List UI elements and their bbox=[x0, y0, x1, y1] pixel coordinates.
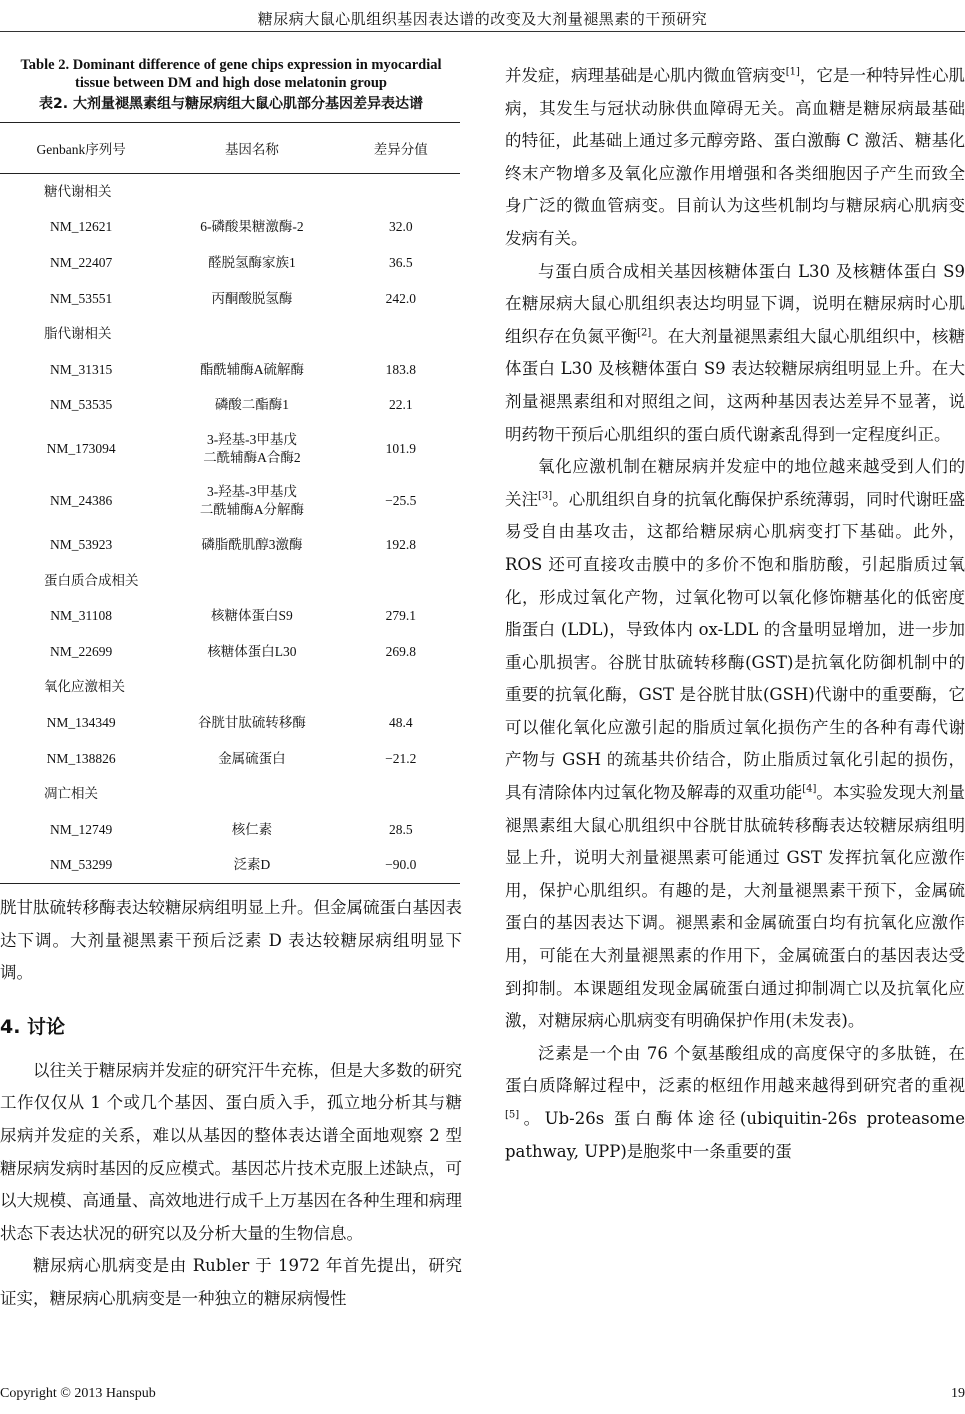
diff-score: 192.8 bbox=[385, 536, 416, 552]
genbank-id: NM_22699 bbox=[50, 643, 113, 659]
group-row bbox=[0, 316, 460, 352]
gene-name: 金属硫蛋白 bbox=[218, 750, 286, 766]
table-row bbox=[0, 388, 460, 424]
text-span: 。本实验发现大剂量褪黑素组大鼠心肌组织中谷胱甘肽硫转移酶表达较糖尿病组明显上升，说明大剂量褪黑素可能通过 GST 发挥抗氧化应激作用，保护心肌组织。有趣的是，大剂量褪黑素干预下，金属硫蛋白的基因表达下调。褪黑素和金属硫蛋白均有抗氧化应激作用，可能在大剂量褪黑素的作用下，金属硫蛋白的基因表达受到抑制。本课题组发现金属硫蛋白通过抑制凋亡以及抗氧化应激，对糖尿病心肌病变有明确保护作用(未发表)。 bbox=[505, 783, 965, 1031]
gene-name: 谷胱甘肽硫转移酶 bbox=[197, 714, 306, 730]
left-column bbox=[0, 56, 462, 884]
column-header-score: 差异分值 bbox=[373, 142, 428, 157]
diff-score: −21.2 bbox=[385, 750, 417, 766]
gene-name: 核糖体蛋白L30 bbox=[207, 643, 297, 659]
genbank-id: NM_173094 bbox=[46, 441, 116, 457]
table-row bbox=[0, 423, 460, 475]
left-paragraph-1: 胱甘肽硫转移酶表达较糖尿病组明显上升。但金属硫蛋白基因表达下调。大剂量褪黑素干预后泛素 D 表达较糖尿病组明显下调。 bbox=[0, 898, 462, 983]
group-row bbox=[0, 670, 460, 706]
gene-name: 丙酮酸脱氢酶 bbox=[211, 290, 293, 306]
page-number: 19 bbox=[951, 1386, 965, 1401]
right-paragraph-1 bbox=[505, 60, 965, 256]
gene-expression-table bbox=[0, 122, 460, 884]
table-row bbox=[0, 475, 460, 527]
gene-name-cell bbox=[162, 475, 341, 527]
diff-score: 183.8 bbox=[385, 361, 416, 377]
diff-score: 48.4 bbox=[388, 714, 413, 730]
table-row bbox=[0, 352, 460, 388]
group-label: 脂代谢相关 bbox=[44, 326, 112, 342]
genbank-id: NM_53299 bbox=[50, 857, 113, 873]
left-paragraph-2: 以往关于糖尿病并发症的研究汗牛充栋，但是大多数的研究工作仅仅从 1 个或几个基因、蛋白质入手，孤立地分析其与糖尿病并发症的关系，难以从基因的整体表达谱全面地观察 2 型糖尿病发病时基因的反应模式。基因芯片技术克服上述缺点，可以大规模、高通量、高效地进行成千上万基因在各种生理和病理状态下表达状况的研究以及分析大量的生物信息。 bbox=[0, 1060, 462, 1243]
gene-name-line2: 二酰辅酶A分解酶 bbox=[199, 502, 305, 518]
table-row bbox=[0, 281, 460, 317]
genbank-id: NM_53923 bbox=[50, 536, 113, 552]
table-header-row bbox=[0, 123, 460, 174]
citation-ref: [1] bbox=[785, 66, 800, 78]
footer-copyright: Copyright © 2013 Hanspub bbox=[0, 1386, 156, 1401]
genbank-id: NM_53551 bbox=[50, 290, 113, 306]
diff-score: 242.0 bbox=[385, 290, 416, 306]
gene-name: 酯酰辅酶A硫解酶 bbox=[199, 361, 305, 377]
text-span: 。在大剂量褪黑素组大鼠心肌组织中，核糖体蛋白 L30 及核糖体蛋白 S9 表达较糖尿病组明显上升。在大剂量褪黑素组和对照组之间，这两种基因表达差异不显著，说明药物干预后心肌组织的蛋白质代谢紊乱得到一定程度纠正。 bbox=[505, 326, 965, 444]
group-label: 糖代谢相关 bbox=[44, 183, 112, 199]
group-label: 氧化应激相关 bbox=[44, 679, 125, 695]
left-body-text bbox=[0, 892, 462, 1316]
table-caption-cn: 表2. 大剂量褪黑素组与糖尿病组大鼠心肌部分基因差异表达谱 bbox=[39, 96, 423, 112]
table-caption-en: Table 2. Dominant difference of gene chips expression in myocardial tissue between DM and high dose melatonin group bbox=[20, 57, 442, 91]
running-header: 糖尿病大鼠心肌组织基因表达谱的改变及大剂量褪黑素的干预研究 bbox=[257, 10, 708, 28]
left-paragraph-3: 糖尿病心肌病变是由 Rubler 于 1972 年首先提出，研究证实，糖尿病心肌病变是一种独立的糖尿病慢性 bbox=[0, 1256, 462, 1308]
gene-name-cell bbox=[162, 423, 341, 475]
section-heading-discussion: 4. 讨论 bbox=[0, 1015, 66, 1038]
group-label: 蛋白质合成相关 bbox=[44, 572, 139, 588]
right-column bbox=[505, 60, 965, 1168]
diff-score: 36.5 bbox=[388, 254, 413, 270]
column-header-gene-name: 基因名称 bbox=[224, 142, 279, 157]
text-span: 。Ub-26s 蛋白酶体途径(ubiquitin-26s proteasome pathway, UPP)是胞浆中一条重要的蛋 bbox=[505, 1109, 965, 1161]
table-row bbox=[0, 741, 460, 777]
citation-ref: [2] bbox=[637, 327, 652, 339]
gene-name: 3-羟基-3甲基戊 bbox=[206, 484, 297, 500]
text-span: 并发症，病理基础是心肌内微血管病变 bbox=[505, 66, 786, 85]
group-row bbox=[0, 776, 460, 812]
genbank-id: NM_31108 bbox=[50, 608, 113, 624]
gene-name: 泛素D bbox=[233, 857, 271, 873]
right-paragraph-4 bbox=[505, 1038, 965, 1168]
genbank-id: NM_53535 bbox=[50, 397, 113, 413]
citation-ref: [3] bbox=[538, 490, 553, 502]
genbank-id: NM_22407 bbox=[50, 254, 113, 270]
group-row bbox=[0, 174, 460, 210]
diff-score: −90.0 bbox=[385, 857, 417, 873]
table-row bbox=[0, 634, 460, 670]
diff-score: 32.0 bbox=[388, 219, 413, 235]
diff-score: 269.8 bbox=[385, 643, 416, 659]
gene-name: 6-磷酸果糖激酶-2 bbox=[200, 219, 304, 235]
group-row bbox=[0, 563, 460, 599]
gene-name: 磷脂酰肌醇3激酶 bbox=[201, 536, 303, 552]
text-span: 。心肌组织自身的抗氧化酶保护系统薄弱，同时代谢旺盛易受自由基攻击，这都给糖尿病心肌病变打下基础。此外，ROS 还可直接攻击膜中的多价不饱和脂肪酸，引起脂质过氧化，形成过氧化产物，过氧化物可以氧化修饰糖基化的低密度脂蛋白 (LDL)，导致体内 ox-LDL 的含量明显增加，进一步加重心肌损害。谷胱甘肽硫转移酶(GST)是抗氧化防御机制中的重要的抗氧化酶，GST 是谷胱甘肽(GSH)代谢中的重要酶，它可以催化氧化应激引起的脂质过氧化损伤产生的各种有毒代谢产物与 GSH 的巯基共价结合，防止脂质过氧化引起的损伤，具有清除体内过氧化物及解毒的双重功能 bbox=[505, 489, 965, 803]
table-row bbox=[0, 848, 460, 884]
gene-name: 3-羟基-3甲基戊 bbox=[206, 432, 297, 448]
diff-score: −25.5 bbox=[385, 493, 417, 509]
text-span: 氧化应激机制在糖尿病并发症中的地位越来越受到人们的关注 bbox=[505, 457, 965, 509]
column-header-genbank: Genbank序列号 bbox=[36, 142, 126, 157]
table-row bbox=[0, 705, 460, 741]
citation-ref: [5] bbox=[505, 1109, 520, 1121]
table-row bbox=[0, 812, 460, 848]
gene-name: 核糖体蛋白S9 bbox=[211, 608, 293, 624]
diff-score: 279.1 bbox=[385, 608, 416, 624]
genbank-id: NM_31315 bbox=[50, 361, 113, 377]
diff-score: 28.5 bbox=[388, 821, 413, 837]
genbank-id: NM_138826 bbox=[46, 750, 116, 766]
genbank-id: NM_134349 bbox=[46, 714, 116, 730]
text-span: 与蛋白质合成相关基因核糖体蛋白 L30 及核糖体蛋白 S9 在糖尿病大鼠心肌组织表达均明显下调，说明在糖尿病时心肌组织存在负氮平衡 bbox=[505, 261, 965, 346]
gene-name: 醛脱氢酶家族1 bbox=[208, 254, 296, 270]
right-paragraph-2 bbox=[505, 256, 965, 452]
table-row bbox=[0, 245, 460, 281]
diff-score: 22.1 bbox=[388, 397, 413, 413]
group-label: 凋亡相关 bbox=[44, 786, 98, 802]
genbank-id: NM_12749 bbox=[50, 821, 113, 837]
table-row bbox=[0, 598, 460, 634]
header-rule bbox=[0, 31, 965, 32]
right-paragraph-3 bbox=[505, 451, 965, 1038]
gene-name: 核仁素 bbox=[231, 821, 273, 837]
text-span: ，它是一种特异性心肌病，其发生与冠状动脉供血障碍无关。高血糖是糖尿病最基础的特征，此基础上通过多元醇旁路、蛋白激酶 C 激活、糖基化终末产物增多及氧化应激作用增强和各类细胞因子产生而致全身广泛的微血管病变。目前认为这些机制均与糖尿病心肌病变发病有关。 bbox=[505, 66, 965, 248]
gene-name-line2: 二酰辅酶A合酶2 bbox=[203, 450, 301, 466]
table-row bbox=[0, 527, 460, 563]
citation-ref: [4] bbox=[802, 783, 817, 795]
text-span: 泛素是一个由 76 个氨基酸组成的高度保守的多肽链，在蛋白质降解过程中，泛素的枢纽作用越来越得到研究者的重视 bbox=[505, 1043, 965, 1096]
table-row bbox=[0, 210, 460, 246]
genbank-id: NM_24386 bbox=[50, 493, 113, 509]
genbank-id: NM_12621 bbox=[50, 219, 113, 235]
diff-score: 101.9 bbox=[385, 441, 416, 457]
gene-name: 磷酸二酯酶1 bbox=[214, 397, 290, 413]
